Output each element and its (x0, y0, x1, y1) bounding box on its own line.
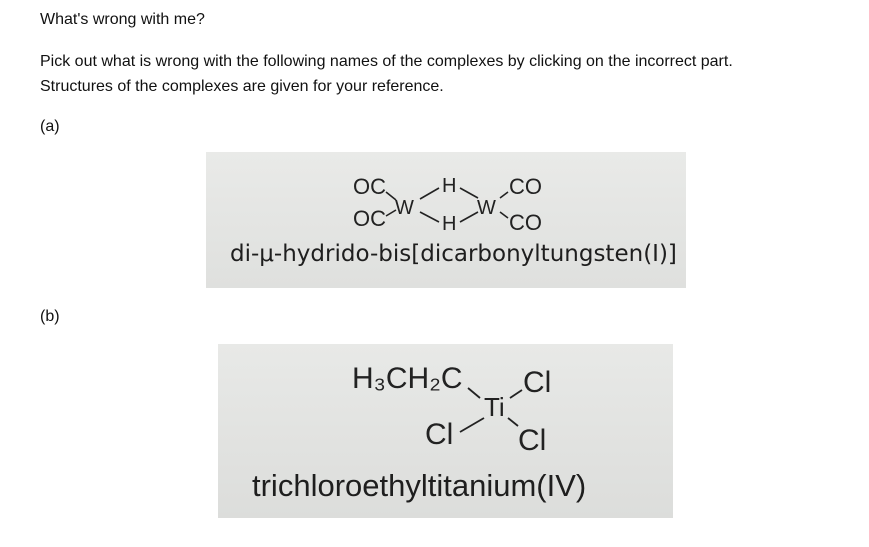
bridging-h-top: H (442, 175, 457, 197)
bond-ti-cl-top (510, 390, 522, 398)
bond-c-ti (468, 388, 480, 398)
name-b-part-trichloro[interactable]: trichloro (252, 468, 363, 503)
question-a-image (206, 152, 686, 288)
co-top-ligand: CO (509, 174, 542, 199)
question-a-label: (a) (40, 118, 60, 135)
bond-ti-cl-bottom-right (508, 418, 518, 426)
name-b-part-ethyl[interactable]: ethyl (362, 468, 428, 503)
co-bottom-ligand: CO (509, 210, 542, 235)
question-b-label: (b) (40, 308, 60, 325)
bridging-h-bottom: H (442, 213, 457, 235)
oc-top-ligand: OC (353, 174, 386, 199)
chloride-top-right: Cl (523, 366, 552, 399)
bond-w-h-top-left (420, 188, 439, 199)
complex-name-a (230, 240, 677, 268)
instruction-line-1: Pick out what is wrong with the following names of the complexes by clicking on the incorrect part. (40, 53, 733, 70)
name-a-part-bis[interactable]: bis[ (378, 241, 421, 267)
bond-w-co-top (500, 192, 508, 198)
oc-bottom-ligand: OC (353, 206, 386, 231)
name-a-part-di[interactable]: di- (230, 241, 260, 267)
bond-w-h-bottom-left (420, 212, 439, 222)
bond-ti-cl-bottom-left (460, 418, 484, 432)
instruction-line-2: Structures of the complexes are given for your reference. (40, 78, 444, 95)
name-a-part-hydrido[interactable]: hydrido- (282, 241, 379, 267)
chloride-bottom-right: Cl (518, 424, 547, 457)
name-a-part-oxidation-state[interactable]: (I) (643, 241, 668, 267)
name-b-part-titanium[interactable]: titanium (427, 468, 537, 503)
name-b-part-oxidation-state[interactable]: (IV) (536, 468, 587, 503)
page-title: What's wrong with me? (40, 11, 205, 28)
chloride-bottom-left: Cl (425, 418, 454, 451)
metal-w-left: W (395, 197, 414, 219)
bond-h-w-top-right (460, 188, 478, 198)
name-a-part-dicarbonyl[interactable]: dicarbonyl (420, 241, 541, 267)
name-a-part-mu[interactable]: μ- (259, 241, 283, 267)
complex-name-b (252, 468, 586, 504)
ethyl-group: H₃CH₂C (352, 362, 463, 395)
bond-h-w-bottom-right (460, 212, 478, 222)
metal-ti: Ti (484, 392, 505, 422)
bond-w-co-bottom (500, 212, 508, 218)
question-b-image (218, 344, 673, 518)
name-a-part-close-bracket[interactable]: ] (667, 241, 677, 267)
name-a-part-tungsten[interactable]: tungsten (540, 241, 644, 267)
metal-w-right: W (477, 197, 496, 219)
